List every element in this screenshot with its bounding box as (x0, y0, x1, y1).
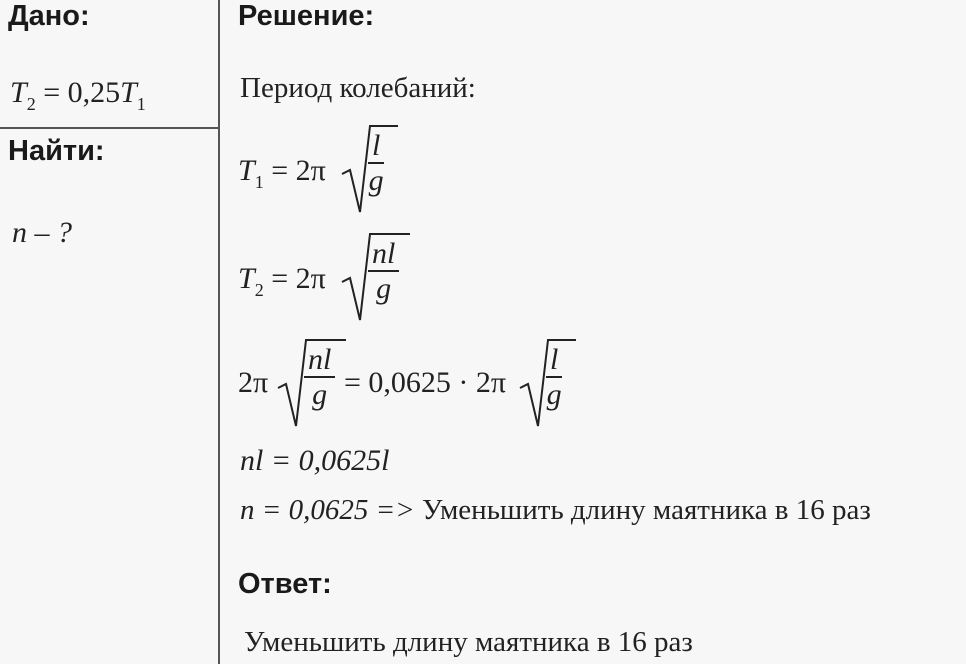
given-sub2: 1 (136, 94, 146, 114)
fraction-denominator: g (546, 377, 562, 411)
fraction-numerator: l (368, 130, 384, 164)
fraction-numerator: nl (368, 238, 399, 272)
fraction-denominator: g (368, 163, 384, 197)
eq1-lhs-var: T (238, 154, 255, 187)
column-divider (218, 0, 220, 664)
fraction (546, 344, 562, 411)
fraction-numerator: nl (304, 344, 335, 378)
given-formula (10, 76, 146, 114)
fraction (368, 130, 384, 197)
eq1-rhs: = 2π (263, 154, 326, 187)
eq3-lhs: 2π (238, 366, 269, 399)
given-sub: 2 (26, 94, 36, 114)
find-unknown: n – ? (12, 216, 72, 249)
equation-length-relation: nl = 0,0625l (240, 444, 390, 477)
answer-heading: Ответ: (238, 568, 332, 600)
fraction (368, 238, 399, 305)
eq2-lhs-var: T (238, 262, 255, 295)
fraction-numerator: l (546, 344, 562, 378)
result-math: n = 0,0625 => (240, 494, 415, 526)
given-var2: T (120, 76, 137, 109)
fraction-denominator: g (312, 377, 328, 411)
result-text: Уменьшить длину маятника в 16 раз (414, 494, 871, 526)
equation-equating-periods (238, 338, 598, 434)
given-eq: = 0,25 (35, 76, 121, 109)
given-var: T (10, 76, 27, 109)
find-heading: Найти: (8, 135, 105, 167)
given-find-divider (0, 127, 219, 129)
given-heading: Дано: (8, 0, 90, 32)
eq3-mid: = 0,0625 · 2π (344, 366, 507, 399)
fraction-denominator: g (376, 271, 392, 305)
fraction (304, 344, 335, 411)
solution-heading: Решение: (238, 0, 375, 32)
eq2-rhs: = 2π (263, 262, 326, 295)
eq1-lhs-sub: 1 (254, 172, 264, 192)
solution-intro: Период колебаний: (240, 72, 476, 104)
answer-text: Уменьшить длину маятника в 16 раз (244, 626, 693, 658)
result-line (240, 496, 871, 525)
eq2-lhs-sub: 2 (254, 280, 264, 300)
